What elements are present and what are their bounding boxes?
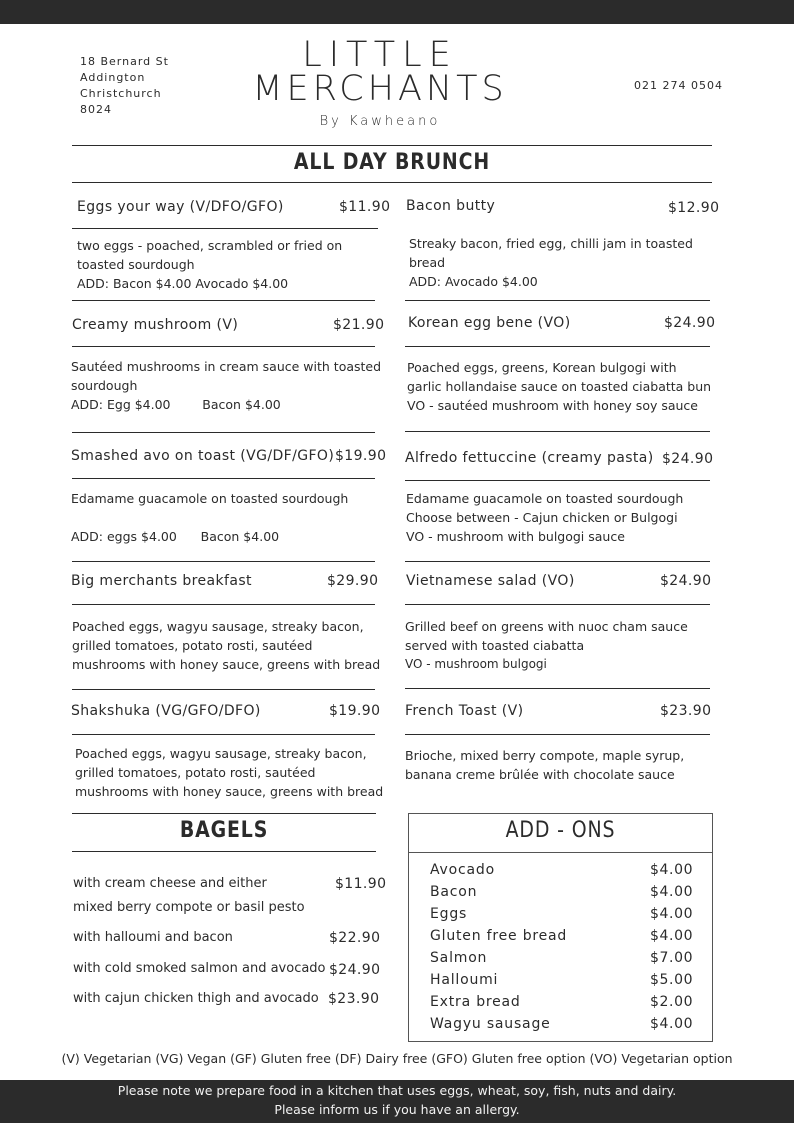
- menu-item-price: $19.90: [329, 703, 381, 719]
- description-line: two eggs - poached, scrambled or fried on: [77, 238, 343, 253]
- divider: [72, 478, 375, 479]
- bagel-item-price: $22.90: [329, 930, 381, 946]
- description-line: grilled tomatoes, potato rosti, sautéed: [75, 765, 316, 780]
- menu-item-price: $23.90: [660, 703, 712, 719]
- menu-item-description: [71, 489, 348, 546]
- allergy-footer: [0, 1080, 794, 1123]
- description-line: Brioche, mixed berry compote, maple syrup,: [405, 748, 685, 763]
- menu-item-price: $12.90: [668, 200, 720, 216]
- addon-price: $4.00: [650, 884, 694, 900]
- divider: [405, 561, 710, 562]
- bagel-item-name: with cream cheese and either: [73, 876, 267, 891]
- description-line: VO - mushroom bulgogi: [405, 657, 547, 671]
- section-title-brunch: ALL DAY BRUNCH: [293, 150, 491, 175]
- menu-item-description: [405, 617, 688, 674]
- menu-item-name: Shakshuka (VG/GFO/DFO): [71, 703, 261, 719]
- addon-price: $4.00: [650, 1016, 694, 1032]
- description-line: sourdough: [71, 378, 138, 393]
- menu-item-description: [405, 746, 684, 784]
- description-line: Choose between - Cajun chicken or Bulgogi: [406, 510, 678, 525]
- addon-name: Salmon: [430, 950, 488, 966]
- description-line: Edamame guacamole on toasted sourdough: [406, 491, 684, 506]
- bagel-item-price: $24.90: [329, 962, 381, 978]
- description-line: ADD: Bacon $4.00 Avocado $4.00: [77, 276, 289, 291]
- addon-name: Extra bread: [430, 994, 521, 1010]
- divider: [72, 182, 712, 183]
- menu-item-price: $29.90: [327, 573, 379, 589]
- section-title-bagels: BAGELS: [179, 818, 269, 843]
- description-line: mushrooms with honey sauce, greens with bread: [75, 784, 384, 799]
- menu-item-price: $21.90: [333, 317, 385, 333]
- dietary-legend: (V) Vegetarian (VG) Vegan (GF) Gluten free (DF) Dairy free (GFO) Gluten free option (VO) Vegetarian option: [61, 1051, 733, 1066]
- description-line: ADD: Egg $4.00 Bacon $4.00: [71, 397, 281, 412]
- description-line: ADD: eggs $4.00 Bacon $4.00: [71, 529, 280, 544]
- menu-item-description: [71, 357, 381, 414]
- description-line: grilled tomatoes, potato rosti, sautéed: [72, 638, 313, 653]
- divider: [72, 734, 375, 735]
- description-line: garlic hollandaise sauce on toasted ciabatta bun: [407, 379, 712, 394]
- menu-item-price: $11.90: [339, 199, 391, 215]
- top-bar: [0, 0, 794, 24]
- divider: [72, 145, 712, 146]
- description-line: Grilled beef on greens with nuoc cham sauce: [405, 619, 688, 634]
- logo-line-1: LITTLE: [302, 35, 458, 75]
- addon-price: $4.00: [650, 928, 694, 944]
- menu-item-price: $24.90: [660, 573, 712, 589]
- addon-name: Wagyu sausage: [430, 1016, 551, 1032]
- menu-item-description: [407, 358, 711, 415]
- divider: [72, 813, 376, 814]
- menu-item-description: [406, 489, 683, 546]
- description-spacer: [71, 508, 348, 527]
- description-line: toasted sourdough: [77, 257, 195, 272]
- menu-item-name: Smashed avo on toast (VG/DF/GFO): [71, 448, 335, 464]
- addon-price: $4.00: [650, 906, 694, 922]
- divider: [72, 689, 375, 690]
- divider: [408, 852, 713, 853]
- logo: [230, 35, 530, 129]
- addon-price: $2.00: [650, 994, 694, 1010]
- divider: [72, 228, 378, 229]
- menu-item-name: French Toast (V): [405, 703, 524, 719]
- addon-name: Gluten free bread: [430, 928, 568, 944]
- description-line: Poached eggs, wagyu sausage, streaky bacon,: [72, 619, 364, 634]
- description-line: served with toasted ciabatta: [405, 638, 585, 653]
- addon-price: $4.00: [650, 862, 694, 878]
- addon-name: Eggs: [430, 906, 468, 922]
- menu-item-description: [409, 234, 693, 291]
- addon-name: Bacon: [430, 884, 478, 900]
- bagel-item-name: with halloumi and bacon: [73, 930, 233, 945]
- menu-item-name: Korean egg bene (VO): [408, 315, 571, 331]
- description-line: Poached eggs, greens, Korean bulgogi with: [407, 360, 677, 375]
- menu-item-price: $24.90: [662, 451, 714, 467]
- menu-item-name: Alfredo fettuccine (creamy pasta): [405, 450, 654, 466]
- addon-name: Halloumi: [430, 972, 499, 988]
- menu-item-name: Creamy mushroom (V): [72, 317, 239, 333]
- divider: [72, 346, 375, 347]
- description-line: Sautéed mushrooms in cream sauce with toasted: [71, 359, 382, 374]
- address-block: [80, 54, 169, 118]
- menu-item-name: Big merchants breakfast: [71, 573, 252, 589]
- menu-item-description: [75, 744, 383, 801]
- description-line: Streaky bacon, fried egg, chilli jam in toasted: [409, 236, 693, 251]
- bagel-item-name: with cold smoked salmon and avocado: [73, 961, 326, 976]
- divider: [72, 300, 375, 301]
- divider: [72, 561, 375, 562]
- divider: [72, 604, 375, 605]
- divider: [405, 346, 710, 347]
- address-line: 8024: [80, 103, 112, 116]
- description-line: VO - sautéed mushroom with honey soy sauce: [407, 398, 698, 413]
- bagel-item-name: with cajun chicken thigh and avocado: [73, 991, 319, 1006]
- divider: [72, 851, 376, 852]
- description-line: bread: [409, 255, 446, 270]
- logo-line-2: MERCHANTS: [252, 69, 508, 109]
- divider: [405, 431, 710, 432]
- description-line: mushrooms with honey sauce, greens with bread: [72, 657, 381, 672]
- description-line: Edamame guacamole on toasted sourdough: [71, 491, 349, 506]
- section-title-addons: ADD - ONS: [505, 818, 616, 843]
- description-line: banana creme brûlée with chocolate sauce: [405, 767, 675, 782]
- description-line: VO - mushroom with bulgogi sauce: [406, 529, 625, 544]
- divider: [405, 604, 710, 605]
- bagel-item-name-continued: mixed berry compote or basil pesto: [73, 900, 305, 915]
- address-line: 18 Bernard St: [80, 55, 169, 68]
- footer-line: Please inform us if you have an allergy.: [274, 1102, 520, 1117]
- divider: [405, 734, 710, 735]
- logo-byline: By Kawheano: [319, 114, 441, 129]
- description-line: ADD: Avocado $4.00: [409, 274, 538, 289]
- footer-line: Please note we prepare food in a kitchen that uses eggs, wheat, soy, fish, nuts and dairy.: [117, 1083, 677, 1098]
- bagel-item-price: $11.90: [335, 876, 387, 892]
- addon-name: Avocado: [430, 862, 495, 878]
- divider: [72, 432, 375, 433]
- description-line: Poached eggs, wagyu sausage, streaky bacon,: [75, 746, 367, 761]
- menu-item-name: Eggs your way (V/DFO/GFO): [77, 199, 284, 215]
- menu-item-description: [72, 617, 380, 674]
- menu-item-name: Bacon butty: [406, 198, 496, 214]
- bagel-item-price: $23.90: [328, 991, 380, 1007]
- divider: [405, 688, 710, 689]
- divider: [405, 300, 710, 301]
- address-line: Christchurch: [80, 87, 162, 100]
- divider: [405, 480, 710, 481]
- menu-item-name: Vietnamese salad (VO): [406, 573, 575, 589]
- menu-item-price: $24.90: [664, 315, 716, 331]
- phone-number: 021 274 0504: [634, 79, 723, 92]
- menu-item-price: $19.90: [335, 448, 387, 464]
- addon-price: $5.00: [650, 972, 694, 988]
- menu-item-description: [77, 236, 342, 293]
- address-line: Addington: [80, 71, 146, 84]
- addon-price: $7.00: [650, 950, 694, 966]
